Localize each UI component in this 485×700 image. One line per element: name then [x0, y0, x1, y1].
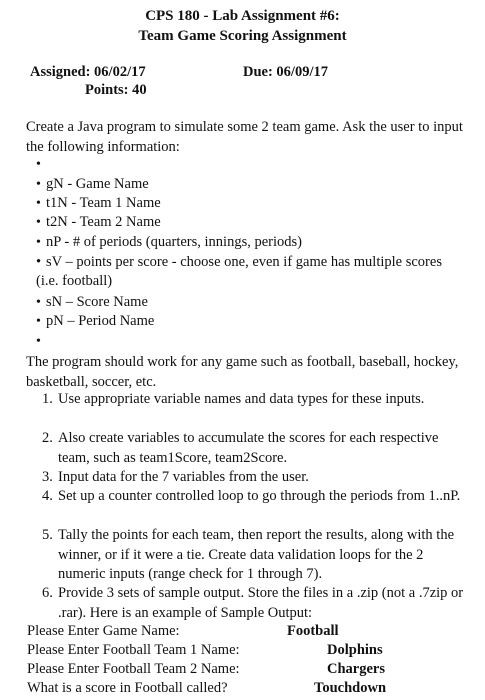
- bullet-dot: •: [36, 215, 41, 230]
- bullet-text: sN – Score Name: [46, 294, 148, 310]
- list-item: [36, 194, 161, 213]
- numbered-item: [42, 429, 472, 468]
- item-number: 6.: [42, 585, 53, 601]
- numbered-item: [42, 468, 472, 488]
- sample-output-label: Please Enter Football Team 2 Name:: [27, 661, 240, 677]
- list-item: [36, 175, 149, 194]
- bullet-text: sV – points per score - choose one, even if game has multiple scores (i.e. football): [36, 254, 442, 289]
- numbered-item: [42, 584, 472, 623]
- title-line-2: Team Game Scoring Assignment: [138, 28, 347, 44]
- item-number: 3.: [42, 469, 53, 485]
- sample-output-label: Please Enter Football Team 1 Name:: [27, 642, 240, 658]
- item-text: Also create variables to accumulate the scores for each respective team, such as team1Score, team2Score.: [58, 430, 439, 466]
- assigned-date: Assigned: 06/02/17: [30, 64, 146, 80]
- title-line-1: CPS 180 - Lab Assignment #6:: [145, 8, 340, 24]
- points: Points: 40: [85, 82, 147, 98]
- bullet-dot: •: [36, 177, 41, 192]
- item-text: Input data for the 7 variables from the user.: [58, 469, 309, 485]
- bullet-dot: •: [36, 295, 41, 310]
- bullet-text: t2N - Team 2 Name: [46, 214, 161, 230]
- bullet-dot: •: [36, 314, 41, 329]
- bullet-dot: •: [36, 157, 41, 172]
- numbered-item: [42, 526, 472, 585]
- due-date: Due: 06/09/17: [243, 64, 328, 80]
- bullet-text: nP - # of periods (quarters, innings, periods): [46, 234, 302, 250]
- list-item: [36, 293, 148, 312]
- list-item: [36, 233, 302, 252]
- bullet-dot: •: [36, 196, 41, 211]
- bullet-dot: •: [36, 235, 41, 250]
- sample-output-value: Dolphins: [327, 642, 383, 658]
- program-paragraph: The program should work for any game such as football, baseball, hockey, basketball, soccer, etc.: [26, 354, 459, 390]
- list-item: [36, 213, 161, 232]
- empty-bullet: [36, 332, 46, 351]
- item-number: 1.: [42, 391, 53, 407]
- bullet-text: gN - Game Name: [46, 176, 149, 192]
- sample-output-label: What is a score in Football called?: [27, 680, 228, 696]
- sample-output-value: Chargers: [327, 661, 385, 677]
- list-item: [36, 253, 466, 291]
- bullet-dot: •: [36, 254, 42, 270]
- item-text: Use appropriate variable names and data types for these inputs.: [58, 391, 425, 407]
- list-item: [36, 312, 154, 331]
- item-text: Provide 3 sets of sample output. Store the files in a .zip (not a .7zip or .rar). Here is an example of Sample Output:: [58, 585, 464, 621]
- item-number: 5.: [42, 527, 53, 543]
- sample-output-label: Please Enter Game Name:: [27, 623, 180, 639]
- intro-paragraph: Create a Java program to simulate some 2 team game. Ask the user to input the following information:: [26, 119, 463, 155]
- bullet-text: pN – Period Name: [46, 313, 155, 329]
- item-number: 4.: [42, 488, 53, 504]
- numbered-item: [42, 487, 472, 507]
- item-number: 2.: [42, 430, 53, 446]
- numbered-item: [42, 390, 472, 410]
- item-text: Tally the points for each team, then report the results, along with the winner, or if it were a tie. Create data validation loops for the 2 numeric inputs (range check for 1 through 7).: [58, 527, 455, 582]
- bullet-dot: •: [36, 334, 41, 349]
- sample-output-value: Football: [287, 623, 339, 639]
- empty-bullet: [36, 155, 46, 174]
- item-text: Set up a counter controlled loop to go through the periods from 1..nP.: [58, 488, 461, 504]
- sample-output-value: Touchdown: [314, 680, 387, 696]
- bullet-text: t1N - Team 1 Name: [46, 195, 161, 211]
